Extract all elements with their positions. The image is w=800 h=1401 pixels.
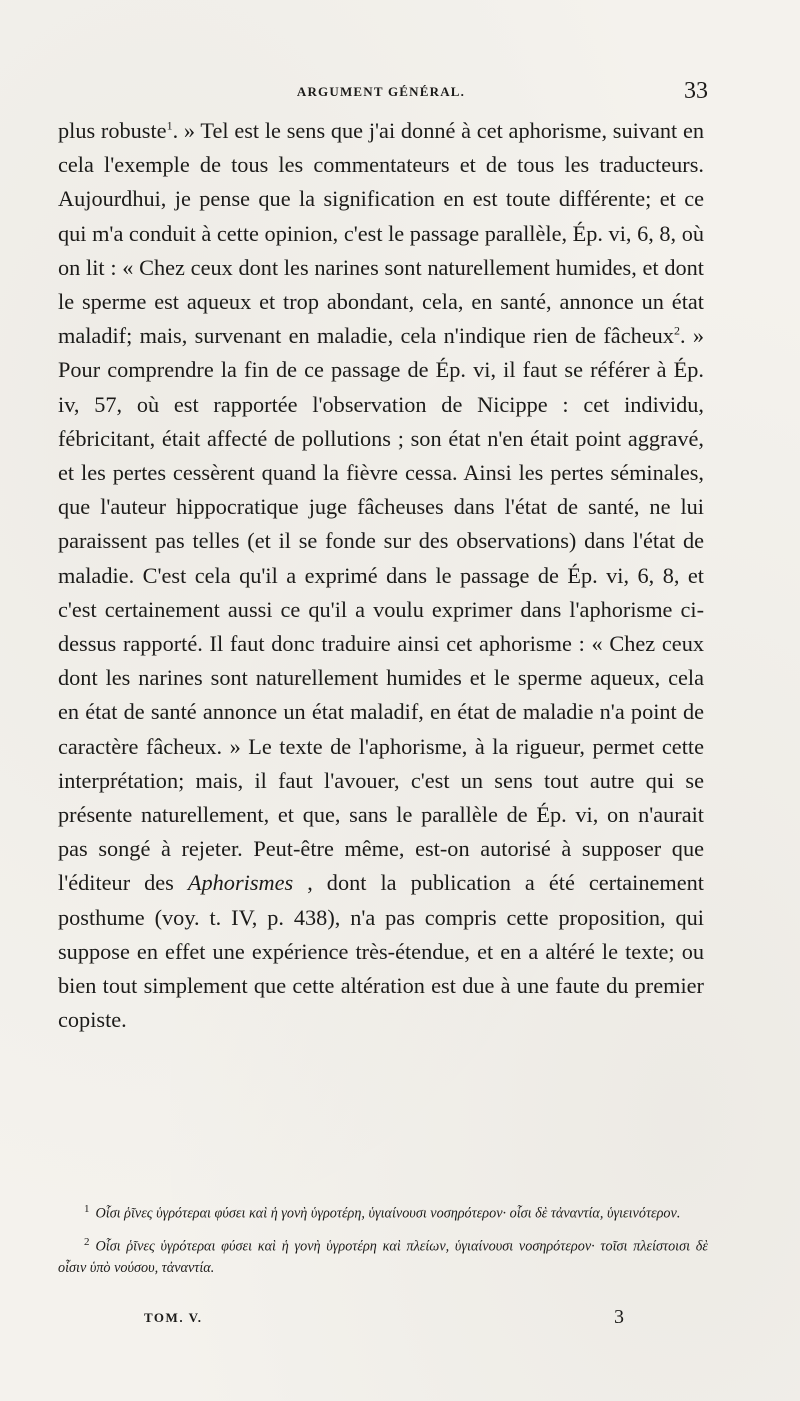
footnote-ref-2: 2	[673, 323, 680, 338]
text-segment: , dont la publication a été certainement posthume (voy. t. IV, p. 438), n'a pas compris cette proposition, qui suppose en effet une expérience très-étendue, et en a altéré le texte; ou bien tout simplement que cette altération est due à une faute du premier copiste.	[58, 870, 704, 1033]
page-header	[58, 78, 708, 118]
footnotes	[58, 1198, 708, 1285]
signature-mark: TOM. V.	[144, 1310, 203, 1325]
body-text	[58, 114, 704, 1037]
footnote-ref-1: 1	[166, 118, 173, 133]
footnote-mark: 1	[84, 1203, 90, 1215]
signature-number: 3	[614, 1306, 624, 1328]
main-paragraph	[58, 114, 704, 1037]
page-number: 33	[684, 78, 708, 104]
text-segment: . » Tel est le sens que j'ai donné à cet aphorisme, suivant en cela l'exemple de tous les commentateurs et de tous les traducteurs. Aujourdhui, je pense que la signification en est toute différente; et ce qui m'a conduit à cette opinion, c'est le passage parallèle, Ép. vi, 6, 8, où on lit : « Chez ceux dont les narines sont naturellement humides, et dont le sperme est aqueux et trop abondant, cela, en santé, annonce un état maladif; mais, survenant en maladie, cela n'indique rien de fâcheux	[58, 118, 704, 349]
running-head: ARGUMENT GÉNÉRAL.	[296, 84, 466, 99]
footnote-text: Οἷσι ῥῖνες ὑγρότεραι φύσει καὶ ἡ γονὴ ὑγροτέρη καὶ πλείων, ὑγιαίνουσι νοσηρότερον· τοῖσι πλείστοισι δὲ οἷσιν ὑπὸ νούσου, τἀναντία.	[58, 1238, 708, 1277]
text-segment: plus robuste	[58, 118, 167, 143]
footnote-1	[58, 1198, 708, 1225]
footnote-2	[58, 1231, 708, 1280]
footnote-text: Οἷσι ῥῖνες ὑγρότεραι φύσει καὶ ἡ γονὴ ὑγροτέρη, ὑγιαίνουσι νοσηρότερον· οἷσι δὲ τἀναντία, ὑγιεινότερον.	[95, 1205, 681, 1222]
text-segment: . » Pour comprendre la fin de ce passage de Ép. vi, il faut se référer à Ép. iv, 57, où est rapportée l'observation de Nicippe : cet individu, fébricitant, était affecté de pollutions ; son état n'en était point aggravé, et les pertes cessèrent quand la fièvre cessa. Ainsi les pertes séminales, que l'auteur hippocratique juge fâcheuses dans l'état de santé, ne lui paraissent pas telles (et il se fonde sur des observations) dans l'état de maladie. C'est cela qu'il a exprimé dans le passage de Ép. vi, 6, 8, et c'est certainement aussi ce qu'il a voulu exprimer dans l'aphorisme ci-dessus rapporté. Il faut donc traduire ainsi cet aphorisme : « Chez ceux dont les narines sont naturellement humides et le sperme aqueux, cela en état de santé annonce un état maladif, en état de maladie n'a point de caractère fâcheux. » Le texte de l'aphorisme, à la rigueur, permet cette interprétation; mais, il faut l'avouer, c'est un sens tout autre qui se présente naturellement, et que, sans le parallèle de Ép. vi, on n'aurait pas songé à rejeter. Peut-être même, est-on autorisé à supposer que l'éditeur des	[58, 323, 704, 896]
footnote-mark: 2	[84, 1235, 90, 1248]
page-footer	[58, 1306, 704, 1336]
italic-title: Aphorismes	[187, 870, 294, 896]
